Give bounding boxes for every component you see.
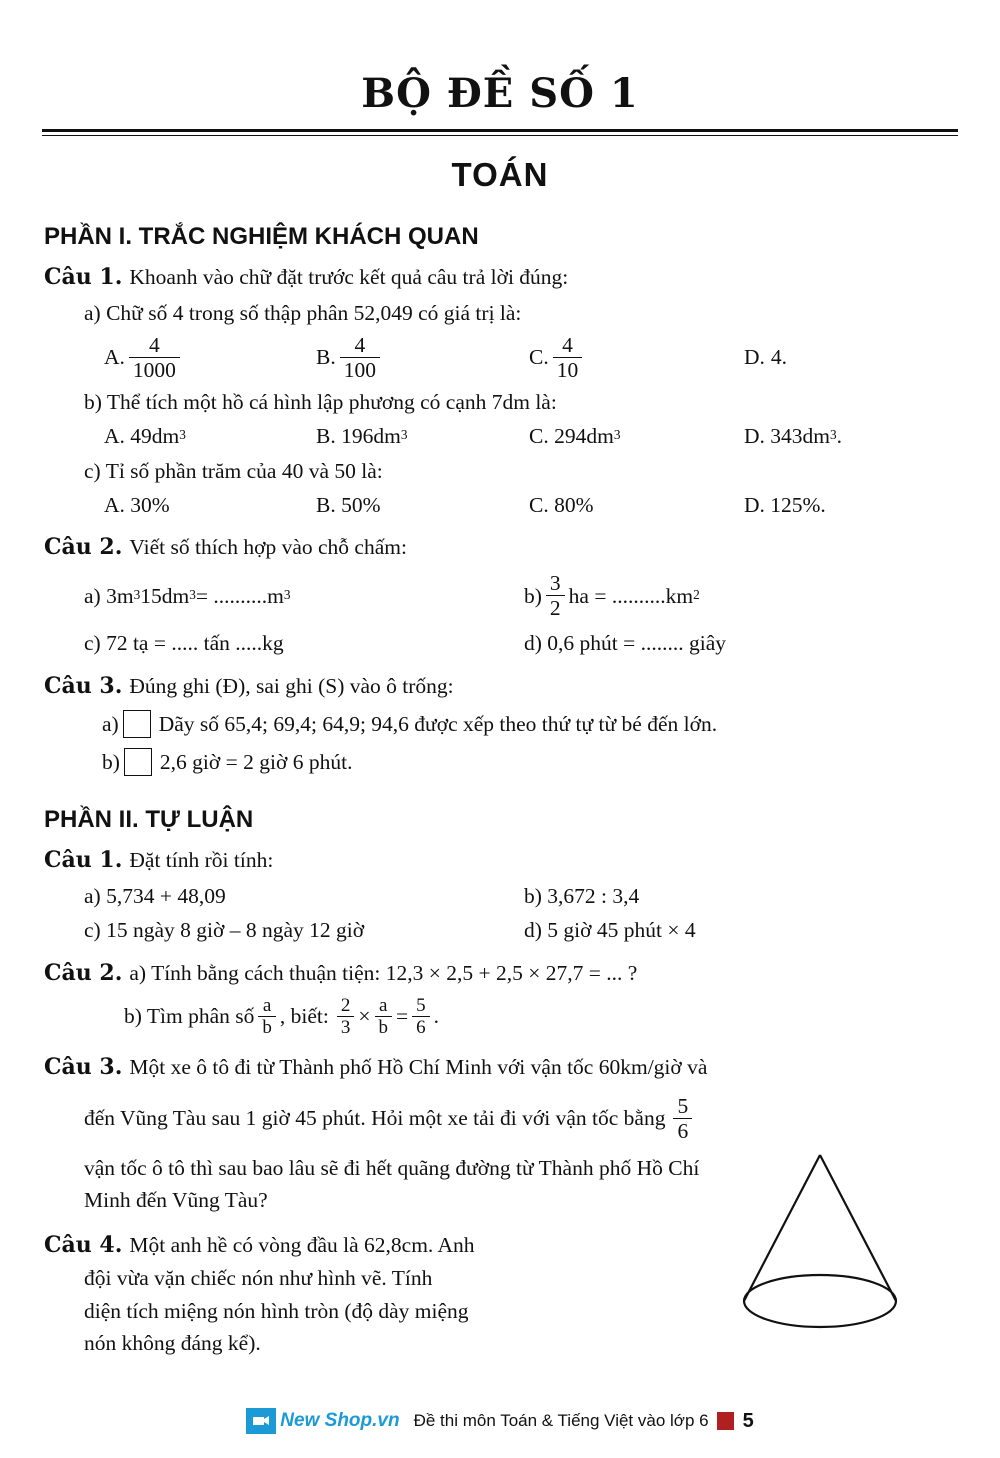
fraction-denominator: b bbox=[375, 1016, 393, 1038]
option-b bbox=[316, 421, 529, 452]
part1-q1-b-options bbox=[104, 421, 952, 452]
cone-figure bbox=[708, 1151, 938, 1346]
question-label: Câu 2. bbox=[44, 959, 123, 986]
question-label: Câu 3. bbox=[44, 1054, 123, 1081]
fraction-denominator: 2 bbox=[546, 595, 565, 620]
q2a-mid: 15dm bbox=[140, 583, 190, 608]
option-a bbox=[104, 333, 316, 382]
exponent: 3 bbox=[133, 587, 141, 603]
exponent: 3 bbox=[179, 427, 186, 443]
fraction-numerator: a bbox=[262, 994, 272, 1016]
item-label: b) bbox=[102, 749, 120, 774]
part2-q3-line-2 bbox=[84, 1094, 952, 1143]
option-b-fraction bbox=[340, 333, 380, 382]
page-number: 5 bbox=[742, 1409, 754, 1432]
q2a-pre: a) 3m bbox=[84, 583, 134, 608]
fraction-two-thirds bbox=[337, 995, 355, 1039]
fraction-ab-2 bbox=[375, 995, 393, 1039]
option-c: C. 80% bbox=[529, 492, 594, 517]
part2-q4-line-3: diện tích miệng nón hình tròn (độ dày miệng bbox=[84, 1298, 469, 1323]
fraction-denominator: 3 bbox=[337, 1016, 355, 1038]
option-c-fraction bbox=[553, 333, 583, 382]
q2b-post: ha = ..........km bbox=[568, 583, 694, 608]
item-label: a) bbox=[102, 712, 119, 737]
multiply-sign: × bbox=[358, 1004, 371, 1029]
part1-q1-b-text: b) Thể tích một hồ cá hình lập phương có cạnh 7dm là: bbox=[84, 389, 557, 414]
part1-question-3 bbox=[44, 671, 952, 702]
part2-q3-line-3: vận tốc ô tô thì sau bao lâu sẽ đi hết quãng đường từ Thành phố Hồ Chí bbox=[84, 1155, 700, 1180]
question-text: Đúng ghi (Đ), sai ghi (S) vào ô trống: bbox=[129, 673, 454, 698]
part1-q1-a-text: a) Chữ số 4 trong số thập phân 52,049 có giá trị là: bbox=[84, 301, 522, 326]
answer-checkbox[interactable] bbox=[124, 748, 152, 776]
question-text-line-1: Một anh hề có vòng đầu là 62,8cm. Anh bbox=[129, 1232, 475, 1257]
question-text: Viết số thích hợp vào chỗ chấm: bbox=[129, 535, 407, 560]
part2-q2-b bbox=[124, 995, 952, 1039]
logo-icon bbox=[246, 1408, 276, 1434]
option-a-label: A. 49dm bbox=[104, 423, 180, 448]
part1-q3-a bbox=[102, 709, 952, 740]
exponent: 3 bbox=[189, 587, 196, 603]
option-a-key: A. bbox=[104, 345, 125, 370]
question-text: a) Tính bằng cách thuận tiện: 12,3 × 2,5 + 2,5 × 27,7 = ... ? bbox=[129, 960, 638, 985]
option-c-key: C. bbox=[529, 345, 549, 370]
q2b-pre: b) Tìm phân số bbox=[124, 1004, 255, 1029]
question-text: Đặt tính rồi tính: bbox=[129, 848, 274, 873]
part1-q1-c-text: c) Tỉ số phần trăm của 40 và 50 là: bbox=[84, 459, 383, 484]
option-c bbox=[529, 333, 744, 382]
footer-caption: Đề thi môn Toán & Tiếng Việt vào lớp 6 bbox=[413, 1411, 709, 1430]
part2-q1-d: d) 5 giờ 45 phút × 4 bbox=[524, 918, 696, 943]
exponent: 3 bbox=[613, 427, 621, 443]
logo-text: New Shop.vn bbox=[280, 1410, 400, 1431]
option-b-key: B. bbox=[316, 345, 336, 370]
q2b-pre: b) bbox=[524, 583, 542, 608]
fraction-numerator: 4 bbox=[149, 332, 160, 357]
part1-q2-a bbox=[84, 571, 524, 620]
fraction-denominator: 6 bbox=[412, 1016, 430, 1038]
cone-illustration bbox=[708, 1151, 938, 1346]
option-b-label: B. 196dm bbox=[316, 423, 401, 448]
part1-q2-b bbox=[524, 571, 952, 620]
part2-q1-c: c) 15 ngày 8 giờ – 8 ngày 12 giờ bbox=[84, 918, 365, 943]
question-text-line-2: đến Vũng Tàu sau 1 giờ 45 phút. Hỏi một xe tải đi với vận tốc bằng bbox=[84, 1105, 666, 1130]
fraction-five-sixths bbox=[673, 1094, 692, 1143]
part1-question-1 bbox=[44, 262, 952, 293]
option-d bbox=[744, 342, 787, 373]
part2-q1-a: a) 5,734 + 48,09 bbox=[84, 883, 226, 908]
subject-title: TOÁN bbox=[451, 156, 549, 193]
part2-q1-row-2 bbox=[84, 915, 952, 946]
exponent: 3 bbox=[283, 587, 291, 603]
part2-q3-line-4: Minh đến Vũng Tàu? bbox=[84, 1188, 268, 1213]
equals-sign: = bbox=[396, 1004, 409, 1029]
part1-question-2 bbox=[44, 532, 952, 563]
title-divider bbox=[42, 129, 958, 136]
option-b bbox=[316, 333, 529, 382]
option-d: D. 125%. bbox=[744, 492, 826, 517]
fraction-numerator: 4 bbox=[354, 332, 366, 357]
part1-q2-row-1 bbox=[84, 571, 952, 620]
question-label: Câu 1. bbox=[44, 847, 123, 874]
part1-q1-a-options bbox=[104, 333, 952, 382]
fraction-numerator: 4 bbox=[562, 332, 573, 357]
option-a-fraction bbox=[129, 333, 180, 382]
shop-cart-icon bbox=[251, 1413, 271, 1429]
exponent: 3 bbox=[830, 427, 837, 443]
option-c bbox=[529, 421, 744, 452]
part2-q1-row-1 bbox=[84, 881, 952, 912]
option-d bbox=[744, 421, 842, 452]
page-footer bbox=[0, 1408, 1000, 1434]
part1-q2-row-2 bbox=[84, 628, 952, 659]
question-label: Câu 2. bbox=[44, 534, 123, 561]
q2b-fraction bbox=[546, 571, 565, 620]
fraction-denominator: 1000 bbox=[129, 357, 180, 382]
part2-q4-line-4: nón không đáng kể). bbox=[84, 1331, 261, 1356]
part1-q2-d: d) 0,6 phút = ........ giây bbox=[524, 631, 727, 656]
part-2-heading: PHẦN II. TỰ LUẬN bbox=[44, 806, 254, 834]
page-title: BỘ ĐỀ SỐ 1 bbox=[361, 70, 639, 117]
question-label: Câu 4. bbox=[44, 1231, 123, 1258]
question-text-line-1: Một xe ô tô đi từ Thành phố Hồ Chí Minh với vận tốc 60km/giờ và bbox=[129, 1055, 708, 1080]
exponent: 2 bbox=[693, 587, 700, 603]
part2-question-2 bbox=[44, 958, 952, 989]
part1-q3-b bbox=[102, 747, 952, 778]
option-d-key: D. bbox=[744, 345, 765, 370]
option-d-value: 4. bbox=[770, 345, 788, 370]
fraction-numerator: 2 bbox=[340, 994, 351, 1016]
part2-q1-b: b) 3,672 : 3,4 bbox=[524, 883, 640, 908]
question-label: Câu 3. bbox=[44, 672, 123, 699]
fraction-numerator: 5 bbox=[677, 1093, 689, 1118]
question-text: Khoanh vào chữ đặt trước kết quả câu trả lời đúng: bbox=[129, 265, 569, 290]
q2b-mid: , biết: bbox=[279, 1004, 329, 1029]
exponent: 3 bbox=[400, 427, 408, 443]
newshop-logo bbox=[246, 1408, 399, 1434]
option-a: A. 30% bbox=[104, 492, 170, 517]
fraction-denominator: 6 bbox=[673, 1118, 692, 1143]
fraction-five-sixths bbox=[412, 995, 430, 1039]
part-1-heading: PHẦN I. TRẮC NGHIỆM KHÁCH QUAN bbox=[44, 223, 479, 250]
fraction-denominator: 100 bbox=[340, 357, 380, 382]
fraction-numerator: 3 bbox=[549, 571, 561, 596]
part1-q2-c: c) 72 tạ = ..... tấn .....kg bbox=[84, 631, 284, 656]
fraction-numerator: a bbox=[379, 994, 388, 1016]
fraction-numerator: 5 bbox=[416, 994, 426, 1016]
q2a-post: = ..........m bbox=[195, 583, 284, 608]
fraction-denominator: b bbox=[258, 1016, 276, 1038]
option-c-label: C. 294dm bbox=[529, 423, 614, 448]
option-d-label: D. 343dm bbox=[744, 423, 830, 448]
part2-q4-line-2: đội vừa vặn chiếc nón như hình vẽ. Tính bbox=[84, 1265, 433, 1290]
page-marker-icon bbox=[717, 1412, 734, 1430]
option-b: B. 50% bbox=[316, 492, 381, 517]
option-d-suffix: . bbox=[836, 423, 843, 448]
option-a bbox=[104, 421, 316, 452]
period: . bbox=[433, 1004, 440, 1029]
part2-question-3 bbox=[44, 1052, 952, 1083]
item-text: 2,6 giờ = 2 giờ 6 phút. bbox=[159, 749, 353, 774]
part2-question-1 bbox=[44, 845, 952, 876]
answer-checkbox[interactable] bbox=[123, 710, 151, 738]
item-text: Dãy số 65,4; 69,4; 64,9; 94,6 được xếp theo thứ tự từ bé đến lớn. bbox=[158, 712, 718, 737]
part1-q1-c-options bbox=[104, 490, 952, 521]
fraction-ab bbox=[258, 995, 276, 1039]
fraction-denominator: 10 bbox=[553, 357, 583, 382]
question-label: Câu 1. bbox=[44, 264, 123, 291]
